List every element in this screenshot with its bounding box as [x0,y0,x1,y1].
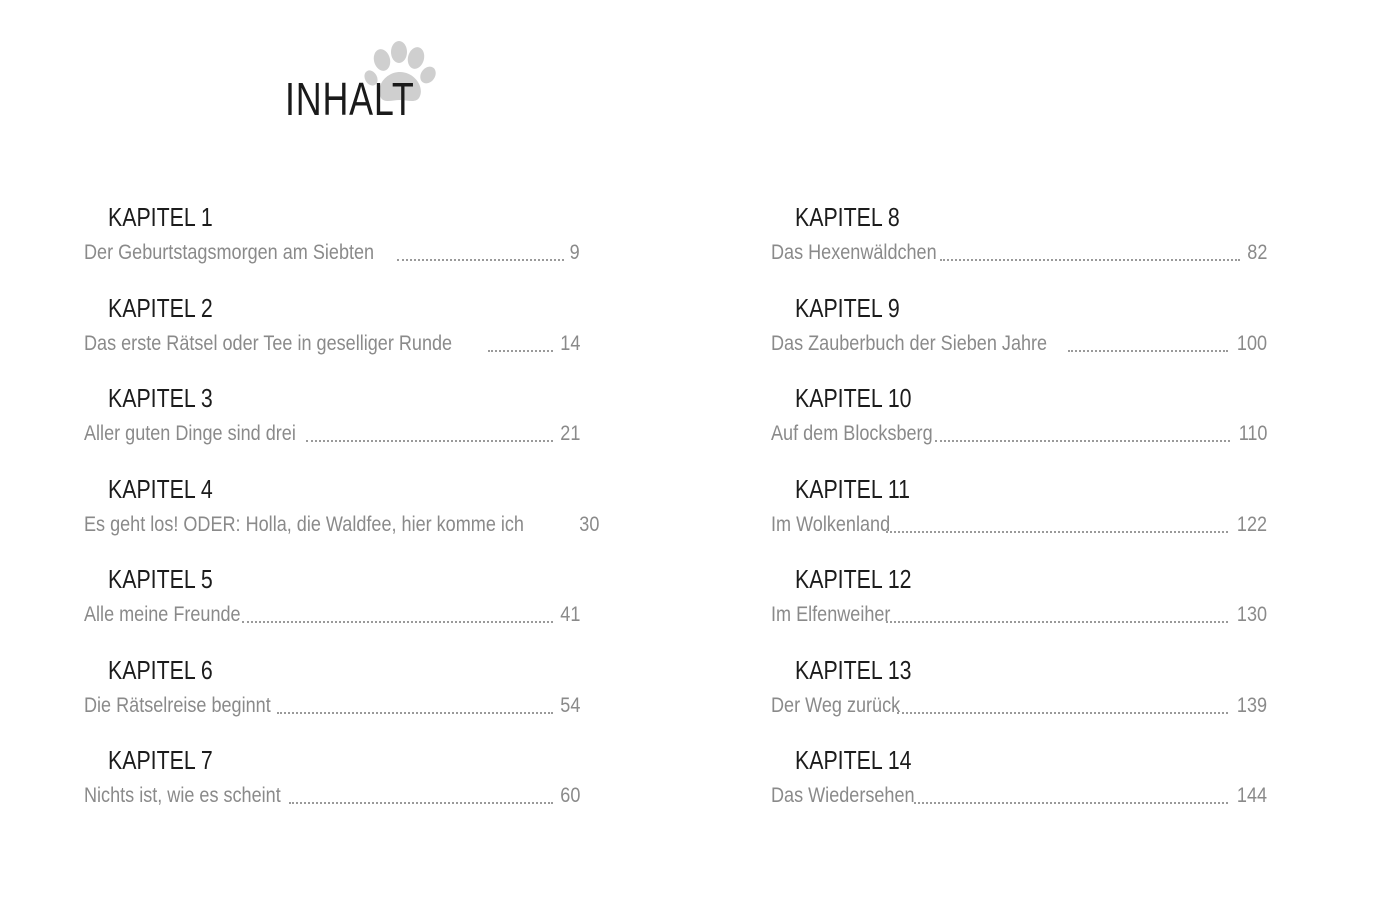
chapter-title: Das Hexenwäldchen [771,241,937,264]
toc-entry[interactable] [771,562,1267,653]
page-number: 144 [1236,784,1267,807]
toc-entry[interactable] [84,291,580,382]
toc-right-column [771,200,1267,834]
toc-entry[interactable] [771,472,1267,563]
dot-leader [1068,350,1228,352]
chapter-label: KAPITEL 6 [108,654,213,685]
toc-left-column [84,200,599,834]
page-number: 139 [1236,693,1267,717]
toc-entry[interactable] [84,653,580,744]
page-number: 122 [1236,512,1267,536]
chapter-title: Es geht los! ODER: Holla, die Waldfee, hier komme ich [84,512,524,536]
chapter-title: Im Elfenweiher [771,603,891,626]
dot-leader [306,440,552,442]
dot-leader [935,440,1230,442]
chapter-title: Aller guten Dinge sind drei [84,422,296,445]
toc-line [84,327,580,361]
dot-leader [242,621,553,623]
toc-line [771,689,1267,723]
toc-entry[interactable] [84,472,599,563]
page-number: 130 [1236,603,1267,626]
page-number: 14 [559,331,580,355]
chapter-title: Nichts ist, wie es scheint [84,784,281,807]
chapter-label: KAPITEL 11 [795,473,910,504]
page-number: 110 [1238,422,1267,445]
dot-leader [886,621,1228,623]
toc-line [84,689,580,723]
dot-leader [277,712,553,714]
dot-leader [488,350,553,352]
dot-leader [397,259,564,261]
toc-line [84,417,580,451]
toc-line [84,508,599,542]
toc-line [771,327,1267,361]
toc-entry[interactable] [84,562,580,653]
page-number: 82 [1246,241,1267,264]
toc-entry[interactable] [771,743,1267,834]
toc-line [771,417,1267,451]
dot-leader [914,802,1228,804]
toc-entry[interactable] [771,291,1267,382]
chapter-title: Im Wolkenland [771,512,891,536]
chapter-label: KAPITEL 7 [108,745,213,775]
page-number: 21 [559,422,580,445]
chapter-label: KAPITEL 5 [108,564,213,594]
chapter-label: KAPITEL 13 [795,654,912,685]
chapter-title: Das Wiedersehen [771,784,915,807]
dot-leader [940,259,1240,261]
page-number: 54 [559,693,580,717]
chapter-label: KAPITEL 4 [108,473,213,504]
chapter-title: Das Zauberbuch der Sieben Jahre [771,331,1048,355]
chapter-label: KAPITEL 3 [108,383,213,413]
chapter-label: KAPITEL 10 [795,383,912,413]
toc-line [771,236,1267,270]
toc-line [771,779,1267,813]
page-number: 9 [569,241,580,264]
chapter-title: Auf dem Blocksberg [771,422,933,445]
chapter-label: KAPITEL 1 [108,202,213,232]
chapter-title: Alle meine Freunde [84,603,241,626]
chapter-label: KAPITEL 8 [795,202,900,232]
toc-entry[interactable] [84,200,580,291]
page-number: 100 [1236,331,1267,355]
toc-entry[interactable] [771,381,1267,472]
chapter-label: KAPITEL 9 [795,292,900,323]
dot-leader [289,802,553,804]
toc-line [84,598,580,632]
toc-line [84,779,580,813]
chapter-title: Das erste Rätsel oder Tee in geselliger Runde [84,331,453,355]
toc-entry[interactable] [84,743,580,834]
toc-entry[interactable] [771,200,1267,291]
chapter-label: KAPITEL 12 [795,564,912,594]
chapter-title: Der Weg zurück [771,693,901,717]
toc-line [771,508,1267,542]
page-number: 30 [578,512,599,536]
chapter-title: Die Rätselreise beginnt [84,693,271,717]
toc-entry[interactable] [771,653,1267,744]
toc-line [771,598,1267,632]
chapter-label: KAPITEL 14 [795,745,912,775]
dot-leader [886,531,1228,533]
page-number: 60 [559,784,580,807]
chapter-title: Der Geburtstagsmorgen am Siebten [84,241,375,264]
chapter-label: KAPITEL 2 [108,292,213,323]
toc-entry[interactable] [84,381,580,472]
toc-line [84,236,580,270]
page-number: 41 [559,603,580,626]
page-title: INHALT [285,73,415,125]
dot-leader [897,712,1228,714]
